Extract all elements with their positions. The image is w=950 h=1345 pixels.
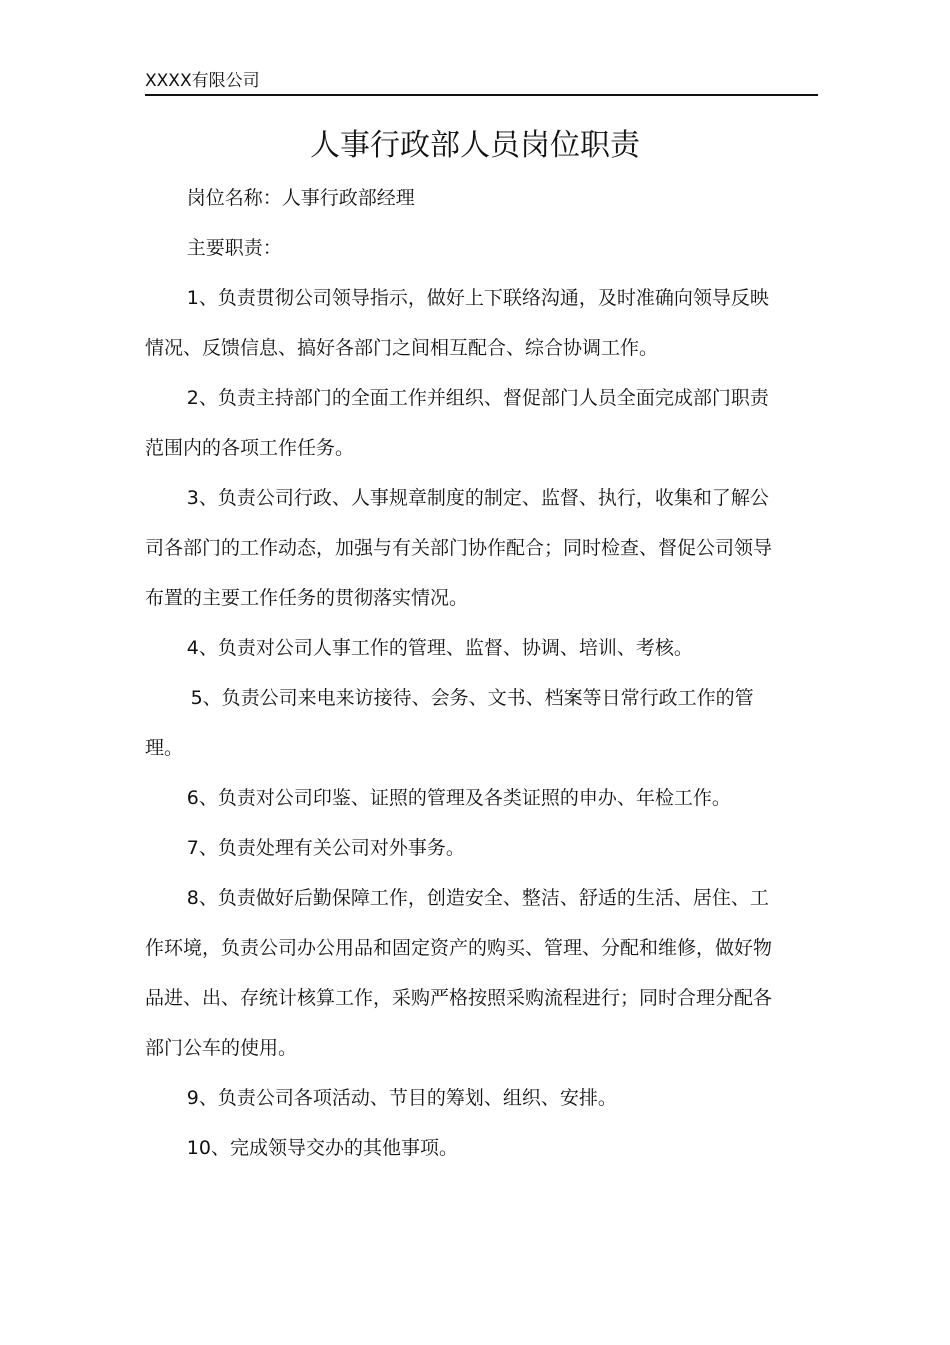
company-name: XXXX有限公司 [145, 71, 260, 91]
document-body [145, 173, 785, 1173]
duty-item-4: 4、负责对公司人事工作的管理、监督、协调、培训、考核。 [186, 637, 693, 659]
duty-item-3: 3、负责公司行政、人事规章制度的制定、监督、执行，收集和了解公司各部门的工作动态，加强与有关部门协作配合；同时检查、督促公司领导布置的主要工作任务的贯彻落实情况。 [145, 487, 773, 609]
duty-item-8: 8、负责做好后勤保障工作，创造安全、整洁、舒适的生活、居住、工作环境，负责公司办公用品和固定资产的购买、管理、分配和维修，做好物品进、出、存统计核算工作，采购严格按照采购流程进行；同时合理分配各部门公车的使用。 [145, 887, 773, 1059]
duty-item-10: 10、完成领导交办的其他事项。 [186, 1137, 458, 1159]
duty-item-2: 2、负责主持部门的全面工作并组织、督促部门人员全面完成部门职责范围内的各项工作任务。 [145, 387, 769, 459]
duty-item-1: 1、负责贯彻公司领导指示，做好上下联络沟通，及时准确向领导反映情况、反馈信息、搞好各部门之间相互配合、综合协调工作。 [145, 287, 769, 359]
document-title: 人事行政部人员岗位职责 [310, 128, 640, 163]
duty-item-6: 6、负责对公司印鉴、证照的管理及各类证照的申办、年检工作。 [186, 787, 731, 809]
duty-item-7: 7、负责处理有关公司对外事务。 [186, 837, 465, 859]
duty-item-9: 9、负责公司各项活动、节目的筹划、组织、安排。 [186, 1087, 617, 1109]
position-name-line: 岗位名称：人事行政部经理 [186, 187, 415, 209]
duty-item-5: 5、负责公司来电来访接待、会务、文书、档案等日常行政工作的管理。 [145, 687, 754, 759]
header-divider [145, 94, 818, 96]
duties-heading: 主要职责： [186, 237, 282, 259]
